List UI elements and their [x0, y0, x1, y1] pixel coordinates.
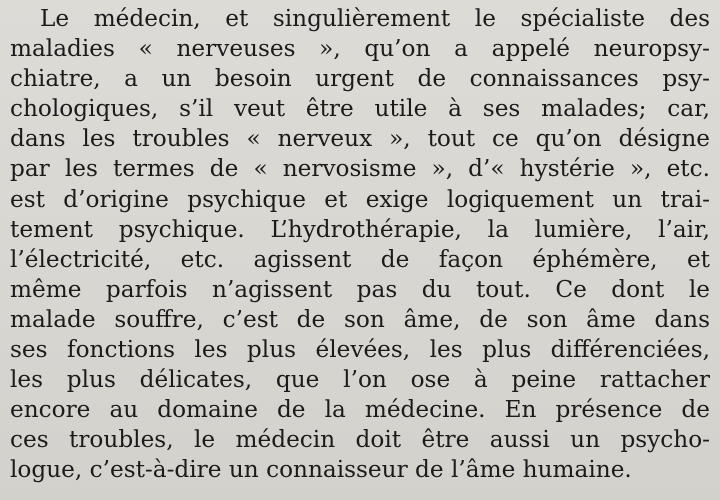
text-line-15: ces troubles, le médecin doit être aussi un psycho- — [10, 426, 710, 454]
text-line-10: même parfois n’agissent pas du tout. Ce dont le — [10, 275, 710, 303]
paragraph-text — [10, 4, 710, 486]
text-line-14: encore au domaine de la médecine. En présence de — [10, 396, 710, 424]
text-line-5: dans les troubles « nerveux », tout ce qu’on désigne — [10, 125, 710, 153]
text-line-11: malade souffre, c’est de son âme, de son âme dans — [10, 305, 710, 333]
text-line-9: l’électricité, etc. agissent de façon éphémère, et — [10, 245, 710, 273]
text-line-12: ses fonctions les plus élevées, les plus différenciées, — [10, 336, 710, 364]
text-line-4: chologiques, s’il veut être utile à ses malades; car, — [10, 95, 710, 123]
text-line-3: chiatre, a un besoin urgent de connaissances psy- — [10, 65, 710, 93]
text-line-13: les plus délicates, que l’on ose à peine rattacher — [10, 366, 710, 394]
text-line-2: maladies « nerveuses », qu’on a appelé neuropsy- — [10, 35, 710, 63]
text-line-8: tement psychique. L’hydrothérapie, la lumière, l’air, — [10, 215, 710, 243]
text-line-7: est d’origine psychique et exige logiquement un trai- — [10, 185, 710, 213]
text-line-16: logue, c’est-à-dire un connaisseur de l’âme humaine. — [10, 456, 632, 484]
text-line-6: par les termes de « nervosisme », d’« hystérie », etc. — [10, 155, 710, 183]
text-line-1: Le médecin, et singulièrement le spécialiste des — [40, 5, 710, 32]
